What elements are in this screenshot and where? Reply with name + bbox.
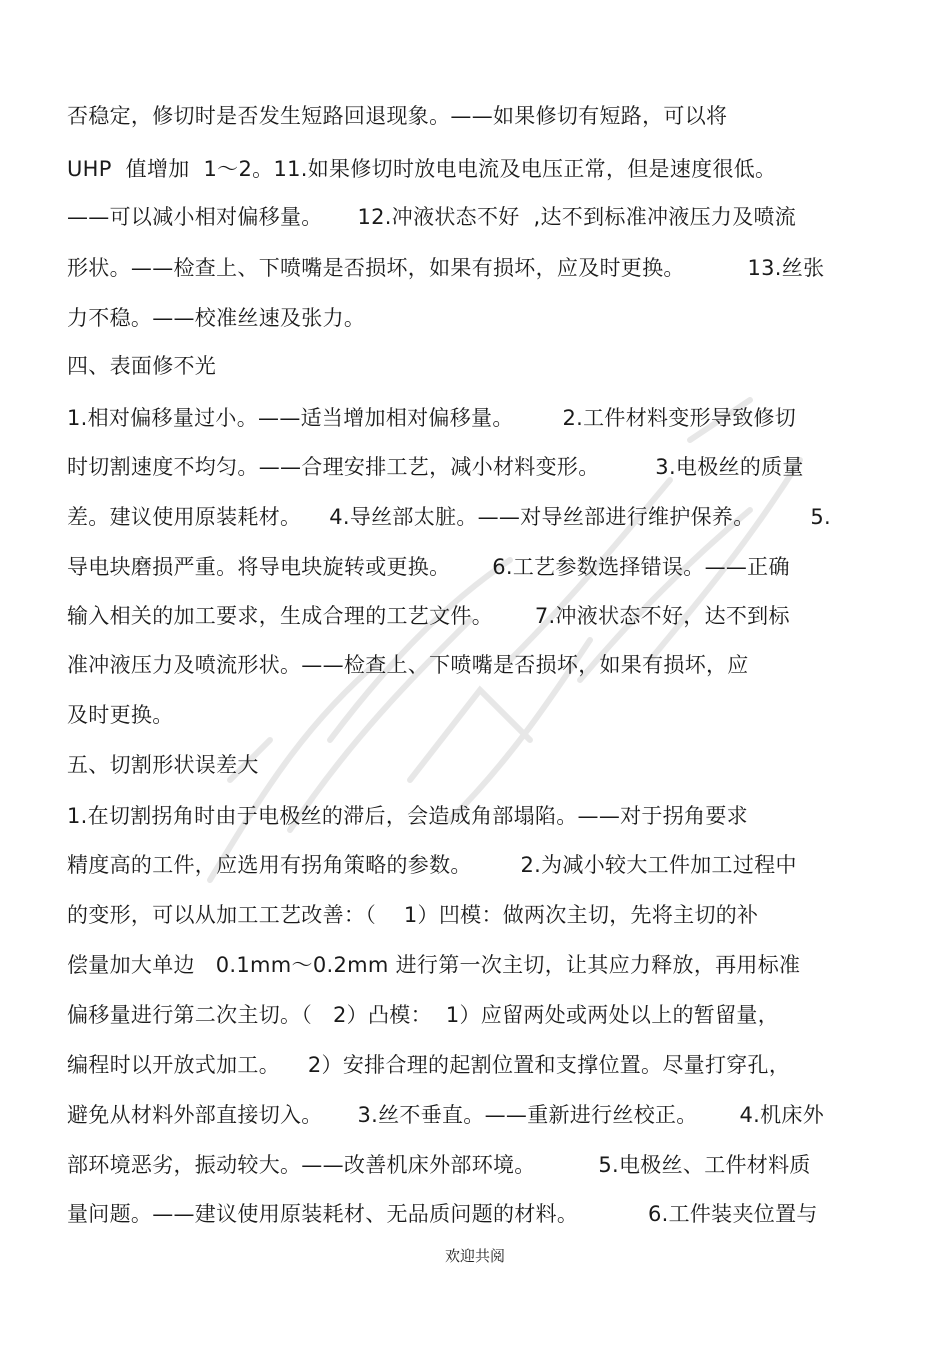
text-line: 形状。——检查上、下喷嘴是否损坏，如果有损坏，应及时更换。 13.丝张 [67, 256, 825, 280]
text-line: 否稳定，修切时是否发生短路回退现象。——如果修切有短路，可以将 [67, 104, 728, 128]
text-line: 时切割速度不均匀。——合理安排工艺，减小材料变形。 3.电极丝的质量 [67, 455, 804, 479]
text-line: 1.相对偏移量过小。——适当增加相对偏移量。 2.工件材料变形导致修切 [67, 406, 797, 430]
watermark-image [150, 360, 850, 920]
text-line: 差。建议使用原装耗材。 4.导丝部太脏。——对导丝部进行维护保养。 5. [67, 505, 831, 529]
text-line: 编程时以开放式加工。 2）安排合理的起割位置和支撑位置。尽量打穿孔， [67, 1053, 791, 1077]
text-line: 偿量加大单边 0.1mm～0.2mm 进行第一次主切，让其应力释放，再用标准 [67, 953, 801, 977]
text-line: 输入相关的加工要求，生成合理的工艺文件。 7.冲液状态不好，达不到标 [67, 604, 790, 628]
text-line: 1.在切割拐角时由于电极丝的滞后，会造成角部塌陷。——对于拐角要求 [67, 804, 748, 828]
text-line: 避免从材料外部直接切入。 3.丝不垂直。——重新进行丝校正。 4.机床外 [67, 1103, 824, 1127]
text-line: 量问题。——建议使用原装耗材、无品质问题的材料。 6.工件装夹位置与 [67, 1202, 818, 1226]
text-line: 精度高的工件，应选用有拐角策略的参数。 2.为减小较大工件加工过程中 [67, 853, 797, 877]
text-line: 及时更换。 [67, 703, 174, 727]
text-line: 准冲液压力及喷流形状。——检查上、下喷嘴是否损坏，如果有损坏，应 [67, 653, 749, 677]
section-heading: 四、表面修不光 [67, 354, 217, 378]
text-line: 的变形，可以从加工工艺改善：（ 1）凹模：做两次主切，先将主切的补 [67, 903, 759, 927]
text-line: 部环境恶劣，振动较大。——改善机床外部环境。 5.电极丝、工件材料质 [67, 1153, 811, 1177]
text-line: ——可以减小相对偏移量。 12.冲液状态不好 ,达不到标准冲液压力及喷流 [67, 205, 797, 229]
section-heading: 五、切割形状误差大 [67, 753, 259, 777]
text-line: 导电块磨损严重。将导电块旋转或更换。 6.工艺参数选择错误。——正确 [67, 555, 790, 579]
text-line: 力不稳。——校准丝速及张力。 [67, 306, 366, 330]
text-line: UHP 值增加 1～2。11.如果修切时放电电流及电压正常，但是速度很低。 [67, 157, 777, 181]
page-footer: 欢迎共阅 [444, 1247, 505, 1265]
text-line: 偏移量进行第二次主切。（ 2）凸模： 1）应留两处或两处以上的暂留量， [67, 1003, 779, 1027]
